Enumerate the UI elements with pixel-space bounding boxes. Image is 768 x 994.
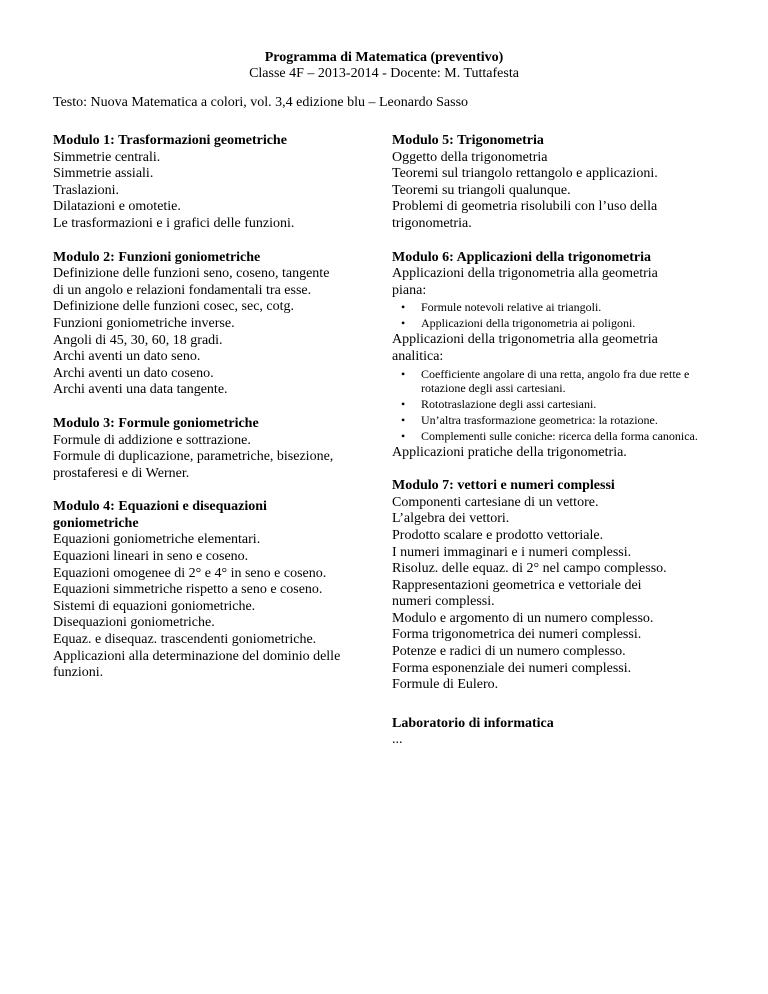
module-line: Formule di addizione e sottrazione. <box>53 432 251 448</box>
module-line: funzioni. <box>53 665 104 681</box>
module-line: Teoremi sul triangolo rettangolo e applicazioni. <box>392 166 658 182</box>
bullet-text: Un’altra trasformazione geometrica: la rotazione. <box>421 412 658 427</box>
right-column <box>392 133 722 766</box>
module-line: piana: <box>392 282 427 298</box>
module-line: Equazioni simmetriche rispetto a seno e coseno. <box>53 582 323 598</box>
module-4-title-line: Modulo 4: Equazioni e disequazioni <box>53 499 267 515</box>
module-line: Dilatazioni e omotetie. <box>53 199 181 215</box>
module-line: analitica: <box>392 348 444 364</box>
module-line: Applicazioni alla determinazione del dominio delle <box>53 648 341 664</box>
bullet-item <box>392 316 722 330</box>
module-line: Le trasformazioni e i grafici delle funzioni. <box>53 215 295 231</box>
module-line: Rappresentazioni geometrica e vettoriale dei <box>392 577 642 593</box>
module-line: Componenti cartesiane di un vettore. <box>392 494 599 510</box>
module-line: Formule di Eulero. <box>392 677 499 693</box>
module-line: Sistemi di equazioni goniometriche. <box>53 598 256 614</box>
module-line: Disequazioni goniometriche. <box>53 615 215 631</box>
bullet-item <box>392 300 722 314</box>
module-line: Applicazioni della trigonometria alla geometria <box>392 332 658 348</box>
document-header <box>0 50 768 82</box>
bullet-item <box>392 429 722 443</box>
bullet-text: Coefficiente angolare di una retta, angolo fra due rette e rotazione degli assi cartesiani. <box>421 366 690 395</box>
module-line: prostaferesi e di Werner. <box>53 465 190 481</box>
module-line: Equaz. e disequaz. trascendenti goniometriche. <box>53 632 317 648</box>
module-line: Archi aventi un dato coseno. <box>53 365 214 381</box>
module-line: Forma trigonometrica dei numeri complessi. <box>392 627 642 643</box>
module-line: Risoluz. delle equaz. di 2° nel campo complesso. <box>392 561 667 577</box>
module-line: numeri complessi. <box>392 594 495 610</box>
module-1-title: Modulo 1: Trasformazioni geometriche <box>53 133 287 148</box>
bullet-icon: • <box>401 396 406 411</box>
document-subtitle: Classe 4F – 2013-2014 - Docente: M. Tuttafesta <box>249 66 519 81</box>
lab-section <box>392 716 722 749</box>
module-line: Equazioni lineari in seno e coseno. <box>53 549 249 565</box>
module-line: Angoli di 45, 30, 60, 18 gradi. <box>53 332 223 348</box>
module-line: L’algebra dei vettori. <box>392 511 510 527</box>
bullet-text: Applicazioni della trigonometria ai poligoni. <box>421 316 636 331</box>
module-line: Oggetto della trigonometria <box>392 149 548 165</box>
bullet-icon: • <box>401 300 406 315</box>
module-5-title: Modulo 5: Trigonometria <box>392 133 544 148</box>
module-line: Equazioni goniometriche elementari. <box>53 532 261 548</box>
module-2 <box>53 250 373 399</box>
module-line: Applicazioni della trigonometria alla geometria <box>392 266 658 282</box>
module-line: Archi aventi un dato seno. <box>53 349 201 365</box>
module-line: Definizione delle funzioni cosec, sec, cotg. <box>53 299 295 315</box>
module-4-title-line: goniometriche <box>53 515 139 531</box>
bullet-text: Rototraslazione degli assi cartesiani. <box>421 396 597 411</box>
module-3-title: Modulo 3: Formule goniometriche <box>53 415 259 431</box>
bullet-text: Formule notevoli relative ai triangoli. <box>421 300 602 315</box>
module-line: trigonometria. <box>392 215 472 231</box>
bullet-item <box>392 397 722 411</box>
module-7-title: Modulo 7: vettori e numeri complessi <box>392 478 615 494</box>
module-line: Archi aventi una data tangente. <box>53 382 228 398</box>
lab-text: ... <box>392 732 403 748</box>
module-3 <box>53 416 373 482</box>
module-6 <box>392 250 722 462</box>
module-line: Teoremi su triangoli qualunque. <box>392 182 571 198</box>
textbook-line: Testo: Nuova Matematica a colori, vol. 3,4 edizione blu – Leonardo Sasso <box>53 95 469 110</box>
module-line: Formule di duplicazione, parametriche, bisezione, <box>53 449 334 465</box>
bullet-icon: • <box>401 412 406 427</box>
module-line: di un angolo e relazioni fondamentali tra esse. <box>53 282 312 298</box>
left-column <box>53 133 373 699</box>
bullet-icon: • <box>401 428 406 443</box>
module-1 <box>53 133 373 233</box>
module-line: Forma esponenziale dei numeri complessi. <box>392 660 632 676</box>
module-line: Simmetrie assiali. <box>53 166 154 182</box>
bullet-item <box>392 413 722 427</box>
module-line: Problemi di geometria risolubili con l’uso della <box>392 199 658 215</box>
module-line: Modulo e argomento di un numero complesso. <box>392 610 654 626</box>
bullet-text: Complementi sulle coniche: ricerca della forma canonica. <box>421 428 698 443</box>
module-line: Simmetrie centrali. <box>53 149 161 165</box>
module-2-title: Modulo 2: Funzioni goniometriche <box>53 249 261 265</box>
module-line: Prodotto scalare e prodotto vettoriale. <box>392 527 604 543</box>
module-line: Definizione delle funzioni seno, coseno, tangente <box>53 266 330 282</box>
module-line: Applicazioni pratiche della trigonometria. <box>392 444 627 460</box>
module-line: Traslazioni. <box>53 182 119 198</box>
module-line: Funzioni goniometriche inverse. <box>53 315 235 331</box>
module-4 <box>53 499 373 682</box>
document-title: Programma di Matematica (preventivo) <box>264 50 504 65</box>
bullet-list <box>392 367 722 443</box>
module-6-title: Modulo 6: Applicazioni della trigonometria <box>392 249 651 265</box>
module-line: Equazioni omogenee di 2° e 4° in seno e coseno. <box>53 565 327 581</box>
bullet-list <box>392 300 722 330</box>
bullet-icon: • <box>401 366 406 381</box>
module-line: I numeri immaginari e i numeri complessi. <box>392 544 632 560</box>
lab-title: Laboratorio di informatica <box>392 715 554 731</box>
module-5 <box>392 133 722 233</box>
module-4-title <box>53 499 373 532</box>
module-7 <box>392 478 722 694</box>
bullet-icon: • <box>401 316 406 331</box>
module-line: Potenze e radici di un numero complesso. <box>392 644 626 660</box>
bullet-item <box>392 367 722 395</box>
